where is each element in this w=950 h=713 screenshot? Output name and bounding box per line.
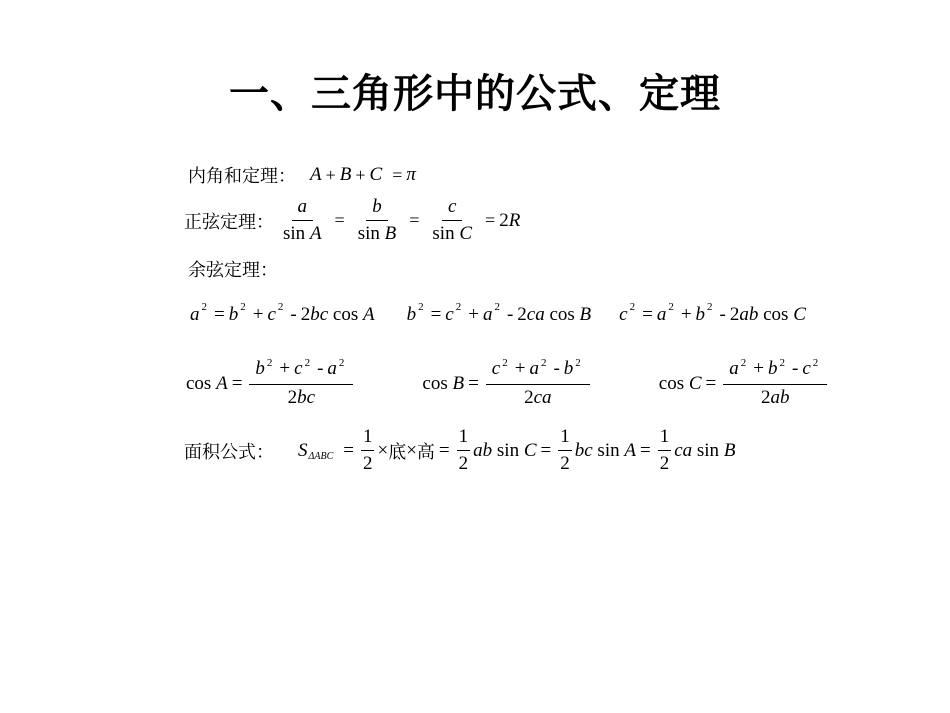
area-label: 面积公式： (184, 441, 274, 463)
sine-law (184, 196, 520, 245)
fraction-half: $\frac{1}{2}$ (362, 426, 373, 474)
cosine-fractions (186, 358, 830, 409)
equals-sign: = (334, 210, 345, 230)
sine-law-label: 正弦定理： (184, 211, 274, 233)
var-R: R (508, 209, 521, 231)
cosA-fraction: cos A = $\frac{b ^2 + c ^2 - a ^2}{2bc}$ (186, 358, 356, 409)
fraction-half: $\frac{1}{2}$ (659, 426, 670, 474)
cosine-eq-c: c 2 = a 2 + b 2 - 2 ab cos C (619, 301, 806, 325)
inner-angle-label: 内角和定理： (188, 166, 296, 187)
cosC-fraction: cos C = $\frac{a ^2 + b ^2 - c ^2}{2ab}$ (659, 358, 830, 409)
numerator: a (292, 196, 314, 221)
denominator: sin A (283, 223, 322, 244)
fraction-c-over-sinC (426, 196, 478, 245)
cosine-eq-a: a 2 = b 2 + c 2 - 2 bc cos A (190, 301, 375, 325)
fraction: $\frac{c ^2 + a ^2 - b ^2}{2ca}$ (486, 358, 590, 409)
fraction-half: $\frac{1}{2}$ (458, 426, 469, 474)
denominator: sin C (432, 223, 473, 244)
plus-sign: + (355, 164, 366, 185)
cosB-fraction: cos B = $\frac{c ^2 + a ^2 - b ^2}{2ca}$ (422, 358, 592, 409)
equals-sign: = (409, 210, 420, 230)
fraction-a-over-sinA (277, 196, 328, 245)
subscript-triangle-abc: ΔABC (308, 451, 334, 462)
var-B: B (339, 164, 352, 185)
pi-symbol: π (406, 164, 416, 185)
fraction: $\frac{b ^2 + c ^2 - a ^2}{2bc}$ (249, 358, 353, 409)
cosine-law-label: 余弦定理： (188, 260, 278, 281)
var-C: C (369, 164, 383, 185)
var-S: S (298, 439, 308, 461)
page-title: 一、三角形中的公式、定理 (229, 71, 721, 117)
inner-angle-theorem (188, 162, 416, 188)
fraction-half: $\frac{1}{2}$ (560, 426, 570, 474)
plus-sign: + (325, 164, 336, 185)
equals-sign: = (485, 210, 496, 230)
fraction-b-over-sinB (352, 196, 403, 245)
cosine-law-heading (188, 256, 278, 282)
coef-2: 2 (499, 209, 509, 231)
numerator: c (442, 196, 462, 221)
var-A: A (310, 164, 322, 185)
numerator: b (366, 196, 388, 221)
denominator: sin B (357, 223, 397, 244)
equals-sign: = (392, 164, 403, 185)
cosine-eq-b: b 2 = c 2 + a 2 - 2 ca cos B (406, 301, 592, 325)
fraction: $\frac{a ^2 + b ^2 - c ^2}{2ab}$ (723, 358, 827, 409)
cosine-law-equations (190, 301, 806, 326)
area-formula: 面积公式： S ΔABC = $\frac{1}{2}$ × 底 × 高 = $\frac{1}{2}$ ab sin C = $\frac{1}{2}$ bc sin A = $\frac{1}{2}$ ca sin B (184, 426, 736, 474)
